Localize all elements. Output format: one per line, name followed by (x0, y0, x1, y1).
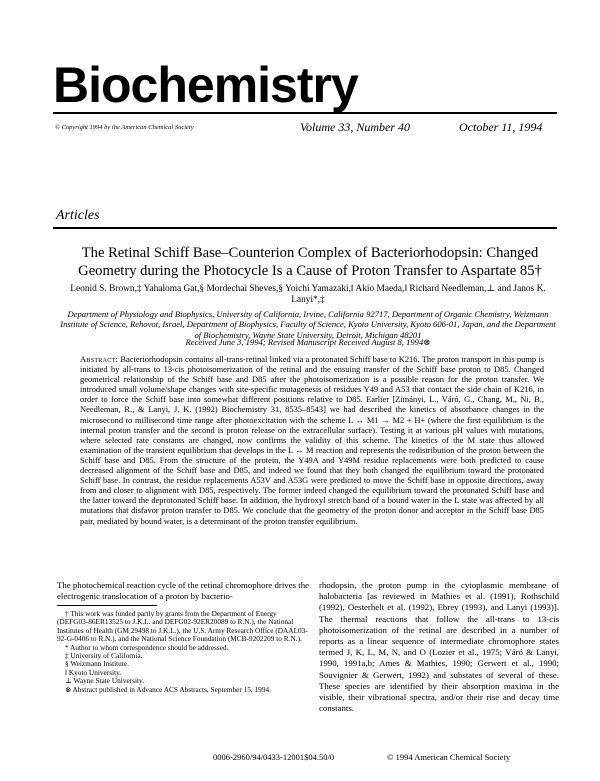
article-title: The Retinal Schiff Base–Counterion Complex of Bacteriorhodopsin: Changed Geometry during the Photocycle Is a Cause of Proton Transfer to Aspartate 85† (78, 245, 542, 279)
affiliations: Department of Physiology and Biophysics, University of California, Irvine, California 92717, Department of Organic Chemistry, Weizmann Institute of Science, Rehovot, Israel, Department of Biophysics, Faculty of Science, Kyoto University, Kyoto 606-01, Japan, and the Department of Biochemistry, Wayne State University, Detroit, Michigan 48201 (60, 309, 556, 340)
footnote: § Weizmann Institute. (65, 659, 129, 669)
footnote: ⊥ Wayne State University. (65, 676, 145, 686)
copyright-line: © Copyright 1994 by the American Chemical Society (55, 124, 194, 131)
footnote: ⊗ Abstract published in Advance ACS Abstracts, September 15, 1994. (65, 684, 271, 694)
body-text-left: The photochemical reaction cycle of the retinal chromophore drives the electrogenic translocation of a proton by bacterio- (57, 580, 309, 601)
issn-code: 0006-2960/94/0433-12001$04.50/0 (213, 752, 335, 762)
issue-date: October 11, 1994 (459, 120, 543, 134)
author-list: Leonid S. Brown,‡ Yahaloma Gat,§ Mordechai Sheves,§ Yoichi Yamazaki,‖ Akio Maeda,‖ Richard Needleman,⊥ and Janos K. Lanyi*,‡ (70, 284, 546, 306)
footnotes (57, 610, 309, 694)
body-text-right: rhodopsin, the proton pump in the cytoplasmic membrane of halobacteria [as reviewed in Mathies et al. (1991), Rothschild (1992), Oesterhelt et al. (1992), Ebrey (1993), and Lanyi (1993)]. The thermal reactions that follow the all-trans to 13-cis photoisomerization of the retinal are described in a number of reports as a linear sequence of intermediate chromophore states termed J, K, L, M, N, and O (Lozier et al., 1975; Váró & Lanyi, 1990, 1991a,b; Ames & Mathies, 1990; Gerwert et al., 1990; Souvignier & Gerwert, 1992) and substates of several of these. These species are identified by their absorption maxima in the visible, their vibrational spectra, and/or their rise and decay time constants. (319, 580, 559, 714)
section-rule (53, 227, 557, 229)
footnote: * Author to whom correspondence should be addressed. (65, 642, 229, 652)
footnote: † This work was funded partly by grants from the Department of Energy (DEFG03-86ER13525 to J.K.L. and DEFG02-92ER20089 to R.N.), the National Institutes of Health (GM 29498 to J.K.L.), the U.S. Army Research Office (DAAL03-92-G-0406 to R.N.), and the National Science Foundation (MCB-9202209 to R.N.). (57, 609, 308, 644)
abstract-text: Bacteriorhodopsin contains all-trans-retinal linked via a protonated Schiff base to K216. The proton transport in this pump is initiated by all-trans to 13-cis photoisomerization of the retinal and the ensuing transfer of the Schiff base proton to D85. Changed geometrical relationship of the Schiff base and D85 after the photoisomerization is a possible reason for the proton transfer. We introduced small volume/shape changes with site-specific mutagenesis of residues Y49 and A53 that contact the side chain of K216, in order to force the Schiff base into somewhat different positions relative to D85. Earlier [Zimányi, L., Váró, G., Chang, M., Ni, B., Needleman, R., & Lanyi, J. K. (1992) Biochemistry 31, 8535–8543] we had described the kinetics of absorbance changes in the microsecond to millisecond time range after photoexcitation with the scheme L ↔ M1 → M2 + H+ (where the first equilibrium is the internal proton transfer and the second is proton release on the extracellular surface). Testing it at various pH values with mutations, where selected rate constants are changed, now confirms the validity of this scheme. The kinetics of the M state thus allowed examination of the transient equilibrium that develops in the L ↔ M reaction and represents the redistribution of the proton between the Schiff base and D85. From the structure of the protein, the Y49A and Y49M residue replacements were both predicted to cause decreased alignment of the Schiff base and D85, and indeed we found that they both changed the equilibrium toward the protonated Schiff base. In contrast, the residue replacements A53V and A53G were predicted to move the Schiff base in opposite directions, away from and closer to alignment with D85, respectively. The former indeed changed the equilibrium toward the protonated Schiff base and the latter toward the deprotonated Schiff base. In addition, the hydroxyl stretch band of a bound water in the L state was affected by all mutations that disfavor proton transfer to D85. We conclude that the geometry of the proton donor and acceptor in the Schiff base D85 pair, mediated by bound water, is a determinant of the proton transfer equilibrium. (80, 354, 544, 526)
volume-number: Volume 33, Number 40 (300, 120, 410, 134)
acs-copyright: © 1994 American Chemical Society (387, 752, 511, 762)
abstract (80, 354, 544, 526)
section-heading: Articles (56, 208, 100, 223)
footnote: ‡ University of California. (65, 651, 143, 661)
journal-title: Biochemistry (53, 57, 358, 113)
header-rule (53, 112, 557, 114)
footnote-rule (57, 605, 157, 606)
footnote: ‖ Kyoto University. (65, 667, 122, 677)
abstract-label: Abstract: (80, 354, 119, 364)
received-dates: Received June 3, 1994; Revised Manuscript Received August 8, 1994⊗ (185, 337, 431, 347)
